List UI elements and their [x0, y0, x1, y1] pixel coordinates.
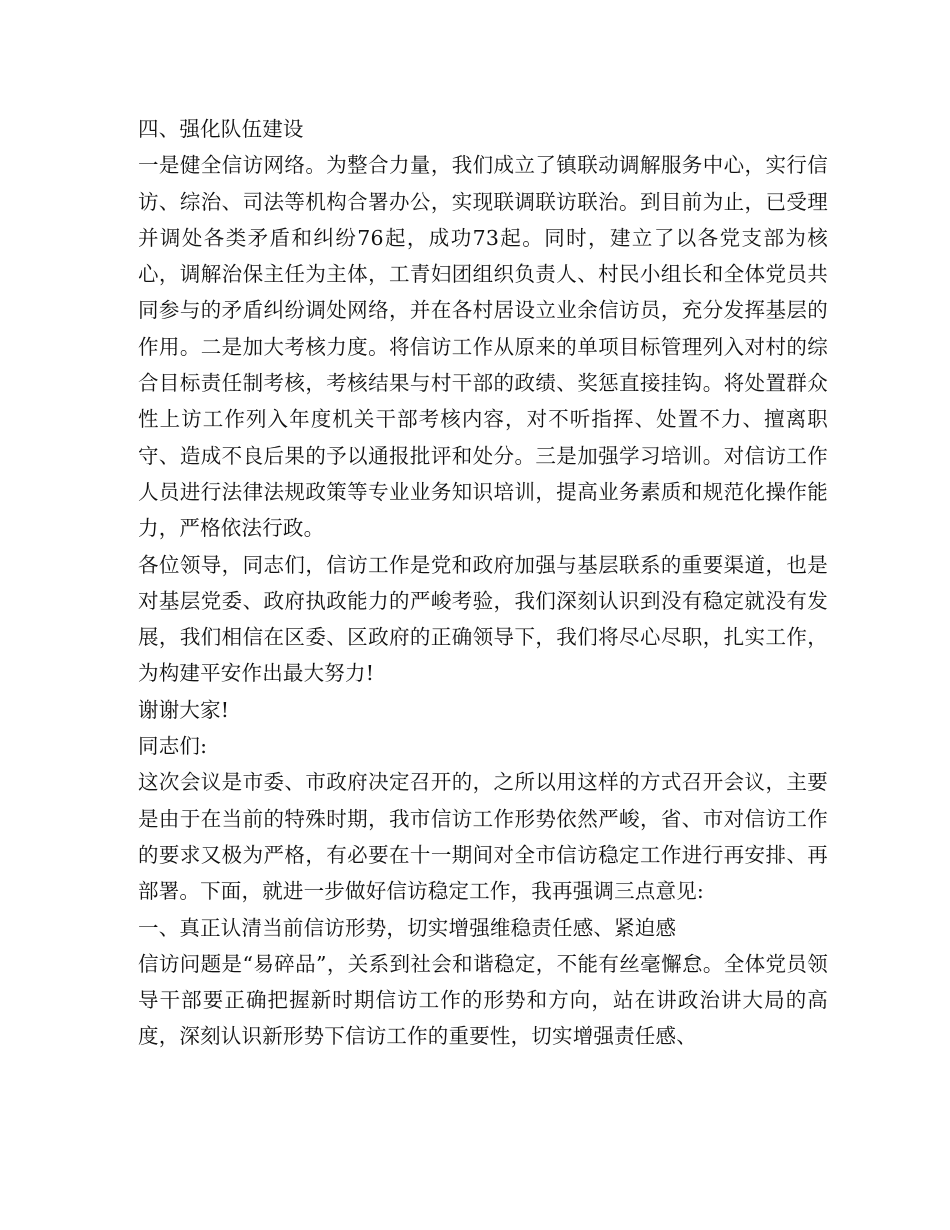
section-heading: 四、强化队伍建设	[138, 117, 304, 141]
section-heading: 一、真正认清当前信访形势，切实增强维稳责任感、紧迫感	[138, 915, 677, 940]
closing-line: 谢谢大家!	[138, 697, 230, 722]
salutation: 同志们:	[138, 734, 208, 759]
body-paragraph: 各位领导，同志们，信访工作是党和政府加强与基层联系的重要渠道，也是对基层党委、政府执政能力的严峻考验，我们深刻认识到没有稳定就没有发展，我们相信在区委、区政府的正确领导下，我们将尽心尽职，扎实工作，为构建平安作出最大努力!	[138, 552, 828, 686]
body-paragraph: 信访问题是“易碎品”，关系到社会和谐稳定，不能有丝毫懈怠。全体党员领导干部要正确把握新时期信访工作的形势和方向，站在讲政治讲大局的高度，深刻认识新形势下信访工作的重要性，切实增强责任感、	[138, 951, 828, 1049]
document-body	[138, 111, 828, 1055]
body-paragraph: 一是健全信访网络。为整合力量，我们成立了镇联动调解服务中心，实行信访、综治、司法等机构合署办公，实现联调联访联治。到目前为止，已受理并调处各类矛盾和纠纷76起，成功73起。同时，建立了以各党支部为核心，调解治保主任为主体，工青妇团组织负责人、村民小组长和全体党员共同参与的矛盾纠纷调处网络，并在各村居设立业余信访员，充分发挥基层的作用。二是加大考核力度。将信访工作从原来的单项目标管理列入对村的综合目标责任制考核，考核结果与村干部的政绩、奖惩直接挂钩。将处置群众性上访工作列入年度机关干部考核内容，对不听指挥、处置不力、擅离职守、造成不良后果的予以通报批评和处分。三是加强学习培训。对信访工作人员进行法律法规政策等专业业务知识培训，提高业务素质和规范化操作能力，严格依法行政。	[138, 153, 828, 541]
body-paragraph: 这次会议是市委、市政府决定召开的，之所以用这样的方式召开会议，主要是由于在当前的特殊时期，我市信访工作形势依然严峻，省、市对信访工作的要求又极为严格，有必要在十一期间对全市信访稳定工作进行再安排、再部署。下面，就进一步做好信访稳定工作，我再强调三点意见:	[138, 770, 828, 904]
